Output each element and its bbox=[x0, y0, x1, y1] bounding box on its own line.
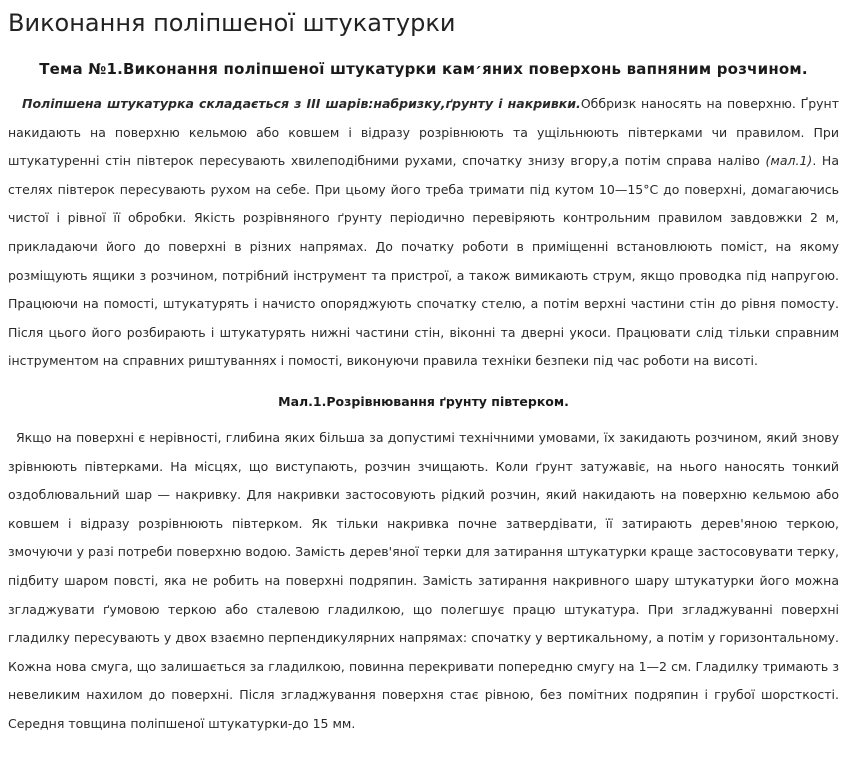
paragraph-2: Якщо на поверхні є нерівності, глибина яких більша за допустимі технічними умовами, їх закидають розчином, який знову зрівнюють півтерками. На місцях, що виступають, розчин зчищають. Коли ґрунт затужавіє, на нього наносять тонкий оздоблювальний шар — накривку. Для накривки застосовують рідкий розчин, який накидають на поверхню кельмою або ковшем і відразу розрівнюють півтерком. Як тільки накривка почне затвердівати, її затирають дерев'яною теркою, змочуючи у разі потреби поверхню водою. Замість дерев'яної терки для затирання штукатурки краще застосовувати терку, підбиту шаром повсті, яка не робить на поверхні подряпин. Замість затирання накривного шару штукатурки його можна згладжувати ґумовою теркою або сталевою гладилкою, що полегшує працю штукатура. При згладжуванні поверхні гладилку пересувають у двох взаємно перпендикулярних напрямах: спочатку у вертикальному, а потім у горизонтальному. Кожна нова смуга, що залишається за гладилкою, повинна перекривати попередню смугу на 1—2 см. Гладилку тримають з невеликим нахилом до поверхні. Після згладжування поверхня стає рівною, без помітних подряпин і грубої шорсткості. Середня товщина поліпшеної штукатурки-до 15 мм. bbox=[8, 429, 839, 731]
page-title: Виконання поліпшеної штукатурки bbox=[8, 9, 456, 37]
figure-caption: Мал.1.Розрівнювання ґрунту півтерком. bbox=[278, 393, 569, 409]
paragraph-1-text-a: Оббризк наносять на поверхню. Ґрунт накидають на поверхню кельмою або ковшем і відразу розрівнюють та ущільнюють півтерками чи правилом. При штукатуренні стін півтерок пересувають хвилеподібними рухами, спочатку знизу вгору,а потім справа наліво bbox=[8, 96, 840, 169]
paragraph-1-lead: Поліпшена штукатурка складається з III шарів:набризку,ґрунту і накривки. bbox=[22, 96, 581, 111]
figure-reference: (мал.1) bbox=[765, 153, 813, 169]
paragraph-1 bbox=[8, 90, 839, 376]
topic-heading: Тема №1.Виконання поліпшеної штукатурки кам׳яних поверхонь вапняним розчином. bbox=[39, 60, 808, 78]
paragraph-1-text-b: . На стелях півтерок пересувають рухом на себе. При цьому його треба тримати під кутом 10—15°С до поверхні, домагаючись чистої і рівної її обробки. Якість розрівняного ґрунту періодично перевіряють контрольним правилом завдовжки 2 м, прикладаючи його до поверхні в різних напрямах. До початку роботи в приміщенні встановлюють поміст, на якому розміщують ящики з розчином, потрібний інструмент та пристрої, а також вимикають струм, якщо проводка під напругою. Працюючи на помості, штукатурять і начисто опоряджують спочатку стелю, а потім верхні частини стін до рівня помосту. Після цього його розбирають і штукатурять нижні частини стін, віконні та дверні укоси. Працювати слід тільки справним інструментом на справних риштуваннях і помості, виконуючи правила техніки безпеки під час роботи на висоті. bbox=[8, 153, 839, 369]
